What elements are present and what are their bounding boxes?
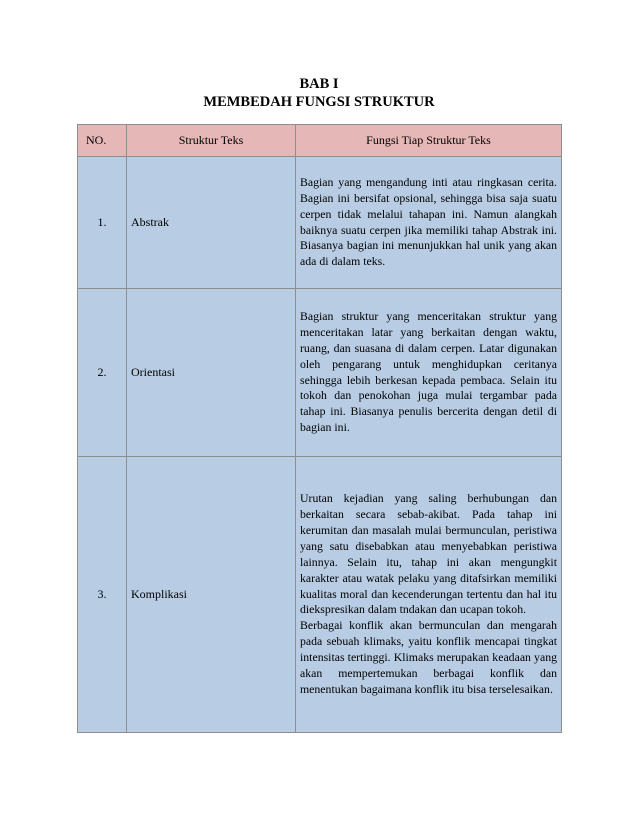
header-struktur: Struktur Teks bbox=[127, 125, 296, 157]
row-fungsi-paragraph: Berbagai konflik akan bermunculan dan mengarah pada sebuah klimaks, yaitu konflik mencapai tingkat intensitas tertinggi. Klimaks merupakan keadaan yang akan mempertemukan berbagai konflik dan menentukan bagaimana konflik itu bisa terselesaikan. bbox=[300, 618, 557, 696]
row-fungsi bbox=[296, 289, 562, 457]
row-fungsi-paragraph: Bagian struktur yang menceritakan struktur yang menceritakan latar yang berkaitan dengan waktu, ruang, dan suasana di dalam cerpen. Latar digunakan oleh pengarang untuk menghidupkan ceritanya sehingga lebih berkesan kepada pembaca. Selain itu tokoh dan penokohan juga mulai tergambar pada tahap ini. Biasanya penulis bercerita dengan detil di bagian ini. bbox=[300, 308, 557, 435]
row-fungsi bbox=[296, 157, 562, 289]
row-number: 3. bbox=[78, 457, 127, 733]
header-no: NO. bbox=[78, 125, 127, 157]
row-struktur: Orientasi bbox=[127, 289, 296, 457]
structure-table bbox=[77, 124, 562, 733]
row-number: 1. bbox=[78, 157, 127, 289]
table-row bbox=[78, 457, 562, 733]
row-number: 2. bbox=[78, 289, 127, 457]
table-header-row bbox=[78, 125, 562, 157]
row-fungsi-paragraph: Bagian yang mengandung inti atau ringkasan cerita. Bagian ini bersifat opsional, sehingga bisa saja suatu cerpen tidak melalui tahapan ini. Namun alangkah baiknya suatu cerpen jika memiliki tahap Abstrak ini. Biasanya bagian ini menunjukkan hal unik yang akan ada di dalam teks. bbox=[300, 174, 557, 269]
table-row bbox=[78, 157, 562, 289]
table-row bbox=[78, 289, 562, 457]
row-struktur: Abstrak bbox=[127, 157, 296, 289]
chapter-number: BAB I bbox=[299, 76, 339, 92]
row-struktur: Komplikasi bbox=[127, 457, 296, 733]
header-fungsi: Fungsi Tiap Struktur Teks bbox=[296, 125, 562, 157]
row-fungsi-paragraph: Urutan kejadian yang saling berhubungan dan berkaitan secara sebab-akibat. Pada tahap ini kerumitan dan masalah mulai bermunculan, peristiwa yang satu disebabkan atau menyebabkan peristiwa lainnya. Selain itu, tahap ini akan mengungkit karakter atau watak pelaku yang ditafsirkan memiliki kualitas moral dan kecenderungan tertentu dan hal itu diekspresikan dalam tndakan dan ucapan tokoh. bbox=[300, 491, 557, 617]
chapter-title: MEMBEDAH FUNGSI STRUKTUR bbox=[203, 94, 435, 110]
row-fungsi bbox=[296, 457, 562, 733]
